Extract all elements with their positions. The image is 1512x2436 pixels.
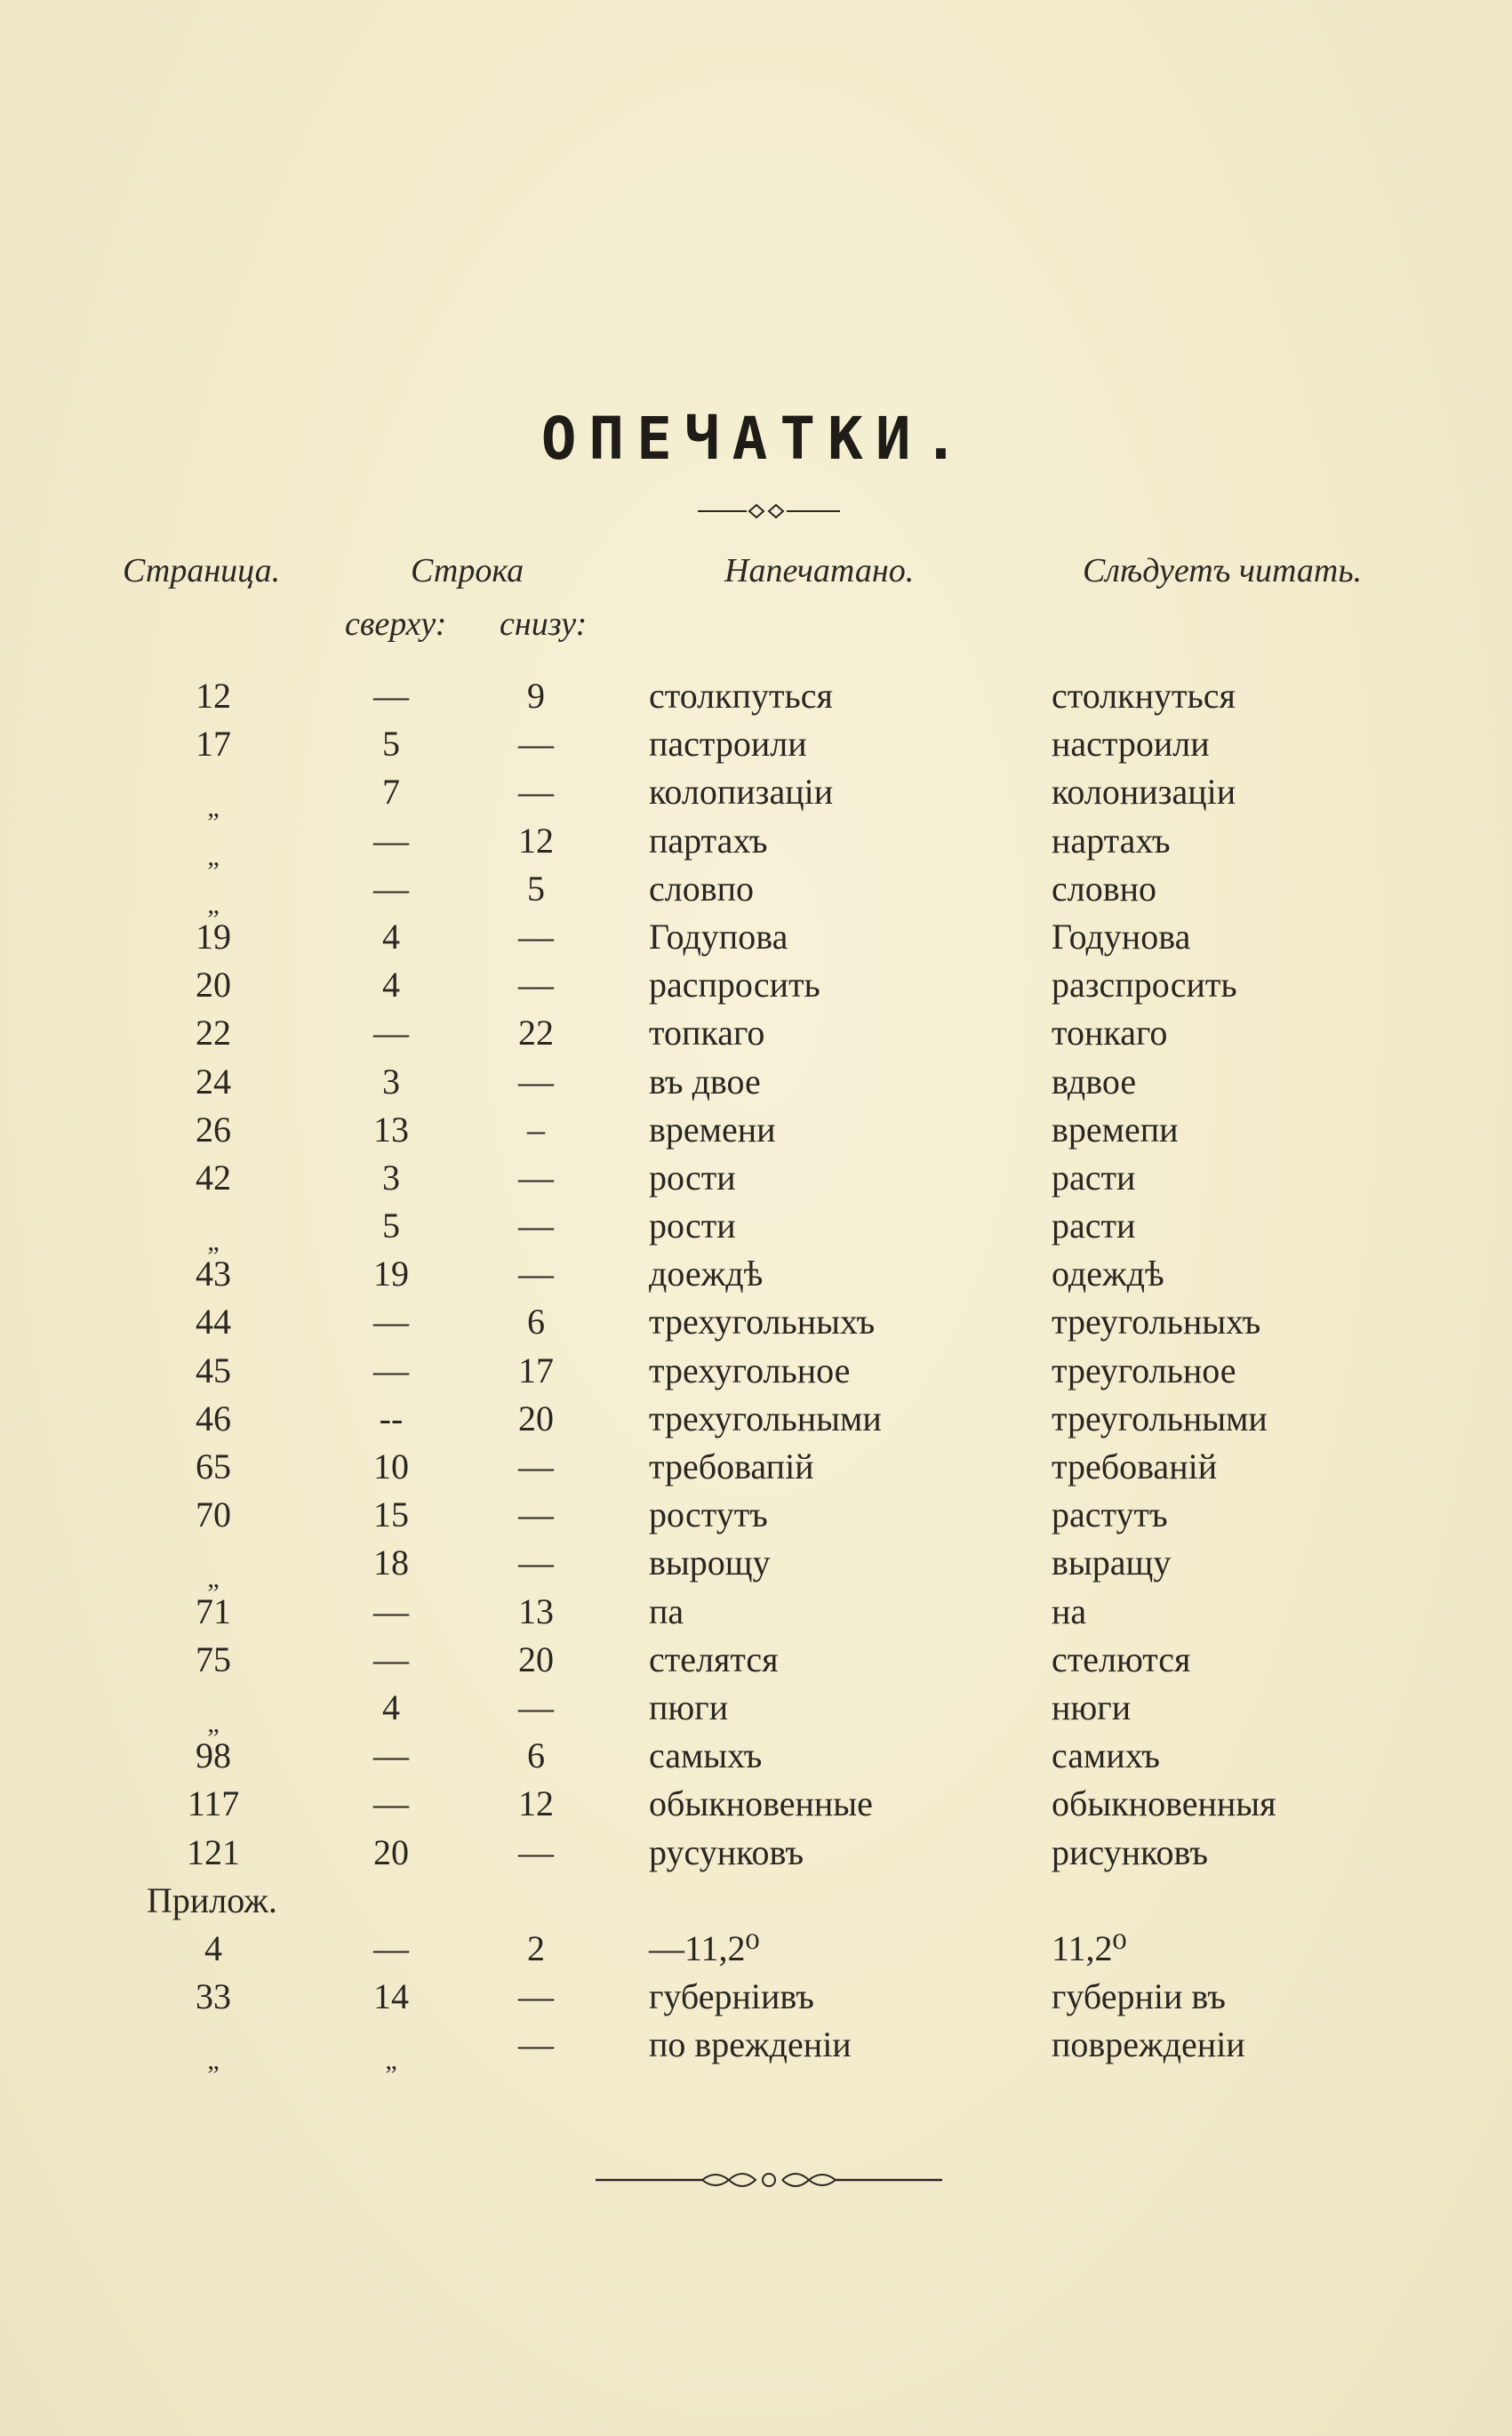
correct-text-cell: стелются (1052, 1639, 1191, 1679)
table-row (0, 1491, 1512, 1539)
table-row (0, 1202, 1512, 1257)
header-line: Строка (411, 552, 524, 589)
page-cell: 20 (196, 965, 231, 1006)
printed-text-cell: рости (649, 1206, 736, 1246)
table-row (0, 817, 1512, 871)
line-from-bottom-cell: — (518, 1254, 554, 1294)
table-row (0, 1877, 1512, 1925)
correct-text-cell: одеждѣ (1052, 1254, 1164, 1294)
page-cell (124, 2021, 302, 2076)
line-from-bottom-cell: — (518, 1687, 554, 1727)
printed-text-cell: па (649, 1591, 684, 1631)
line-from-top-cell: — (373, 676, 409, 716)
correct-text-cell: вдвое (1052, 1061, 1137, 1102)
printed-text-cell: пастроили (649, 724, 807, 765)
header-read-as: Слѣдуетъ читать. (1083, 552, 1363, 589)
page-cell: 46 (196, 1398, 231, 1438)
correct-text-cell: рисунковъ (1052, 1831, 1209, 1872)
page-cell: 45 (196, 1350, 231, 1390)
printed-text-cell: Годупова (649, 916, 788, 957)
printed-text-cell: въ двое (649, 1061, 761, 1102)
printed-text-cell: словпо (649, 868, 755, 909)
line-from-bottom-cell: — (518, 1061, 554, 1102)
line-from-bottom-cell: — (518, 916, 554, 957)
line-from-top-cell: — (373, 820, 409, 861)
printed-text-cell: доеждѣ (649, 1254, 764, 1294)
line-from-bottom-cell: — (518, 724, 554, 765)
page-cell: 75 (196, 1639, 231, 1679)
line-from-bottom-cell: – (527, 1109, 545, 1150)
line-from-top-cell: — (373, 1783, 409, 1824)
printed-text-cell: распросить (649, 965, 820, 1006)
line-from-bottom-cell: 2 (527, 1927, 545, 1968)
page-cell: 70 (196, 1494, 231, 1535)
table-row (0, 1732, 1512, 1780)
table-row (0, 1250, 1512, 1298)
line-from-bottom-cell: — (518, 1831, 554, 1872)
page-cell (124, 865, 302, 917)
table-row (0, 1298, 1512, 1346)
header-printed: Напечатано. (724, 552, 915, 589)
table-row (0, 1636, 1512, 1684)
printed-text-cell: партахъ (649, 820, 768, 861)
line-from-bottom-cell: 9 (527, 676, 545, 716)
page-cell: 12 (196, 676, 231, 716)
correct-text-cell: 11,2⁰ (1052, 1927, 1127, 1968)
correct-text-cell: колонизаціи (1052, 772, 1236, 813)
page-cell (124, 1684, 302, 1738)
errata-table (0, 672, 1512, 2076)
line-from-top-cell: 3 (382, 1157, 400, 1198)
ditto-mark: „ (207, 2046, 220, 2076)
correct-text-cell: треугольныхъ (1052, 1302, 1261, 1342)
table-row (0, 1973, 1512, 2021)
line-from-top-cell: — (373, 1591, 409, 1631)
printed-text-cell: пюги (649, 1687, 729, 1727)
page-cell: 98 (196, 1735, 231, 1776)
printed-text-cell: —11,2⁰ (649, 1927, 760, 1968)
line-from-top-cell: 19 (373, 1254, 409, 1294)
correct-text-cell: самихъ (1052, 1735, 1160, 1776)
line-from-top-cell: 13 (373, 1109, 409, 1150)
table-row (0, 1009, 1512, 1057)
correct-text-cell: выращу (1052, 1543, 1172, 1583)
line-from-bottom-cell: 20 (518, 1639, 554, 1679)
line-from-top-cell: 20 (373, 1831, 409, 1872)
correct-text-cell: Годунова (1052, 916, 1191, 957)
printed-text-cell: обыкновенные (649, 1783, 873, 1824)
line-from-top-cell: 15 (373, 1494, 409, 1535)
header-from-top: сверху: (345, 605, 447, 643)
printed-text-cell: времени (649, 1109, 776, 1150)
table-row (0, 1347, 1512, 1395)
printed-text-cell: столкпуться (649, 676, 833, 716)
page-cell: 44 (196, 1302, 231, 1342)
line-from-bottom-cell: — (518, 772, 554, 813)
table-row (0, 1684, 1512, 1738)
page-cell: 4 (204, 1927, 222, 1968)
page-cell: 33 (196, 1976, 231, 2017)
line-from-top-cell: — (373, 868, 409, 909)
ditto-mark: „ (207, 841, 220, 871)
correct-text-cell: поврежденіи (1052, 2024, 1245, 2065)
page-cell: 65 (196, 1446, 231, 1486)
printed-text-cell: топкаго (649, 1013, 765, 1054)
line-from-bottom-cell: 22 (518, 1013, 554, 1054)
page-cell: 19 (196, 916, 231, 957)
printed-text-cell: губерніивъ (649, 1976, 814, 2017)
table-row (0, 1780, 1512, 1828)
line-from-top-cell: — (373, 1927, 409, 1968)
table-row (0, 1443, 1512, 1491)
table-row (0, 1539, 1512, 1594)
table-row (0, 1925, 1512, 1973)
line-from-top-cell: 7 (382, 772, 400, 813)
line-from-bottom-cell: 17 (518, 1350, 554, 1390)
correct-text-cell: треугольное (1052, 1350, 1236, 1390)
line-from-top-cell: 18 (373, 1543, 409, 1583)
page-cell: 22 (196, 1013, 231, 1054)
printed-text-cell: трехугольныхъ (649, 1302, 876, 1342)
printed-text-cell: рости (649, 1157, 736, 1198)
table-row (0, 720, 1512, 768)
line-from-bottom-cell: — (518, 965, 554, 1006)
line-from-bottom-cell: 6 (527, 1302, 545, 1342)
line-from-top-cell: 10 (373, 1446, 409, 1486)
line-from-top-cell: -- (379, 1398, 404, 1438)
page-cell: 26 (196, 1109, 231, 1150)
line-from-bottom-cell: — (518, 1157, 554, 1198)
table-row (0, 1395, 1512, 1443)
page-cell: 43 (196, 1254, 231, 1294)
correct-text-cell: нартахъ (1052, 820, 1171, 861)
printed-text-cell: трехугольное (649, 1350, 851, 1390)
printed-text-cell: трехугольными (649, 1398, 882, 1438)
correct-text-cell: времепи (1052, 1109, 1179, 1150)
page-cell: 71 (196, 1591, 231, 1631)
correct-text-cell: расти (1052, 1206, 1136, 1246)
correct-text-cell: растутъ (1052, 1494, 1168, 1535)
line-from-top-cell: 5 (382, 1206, 400, 1246)
table-row (0, 913, 1512, 961)
printed-text-cell: самыхъ (649, 1735, 763, 1776)
line-from-bottom-cell: — (518, 2024, 554, 2065)
page-cell: 121 (187, 1831, 240, 1872)
bottom-ornament-icon (596, 2162, 942, 2198)
line-from-top-cell: — (373, 1735, 409, 1776)
correct-text-cell: обыкновенныя (1052, 1783, 1276, 1824)
table-row (0, 865, 1512, 919)
correct-text-cell: словно (1052, 868, 1157, 909)
printed-text-cell: требовапій (649, 1446, 814, 1486)
line-from-top-cell: — (373, 1639, 409, 1679)
printed-text-cell: колопизаціи (649, 772, 834, 813)
page-cell: Прилож. (147, 1879, 277, 1920)
page-cell (124, 817, 302, 869)
correct-text-cell: на (1052, 1591, 1087, 1631)
line-from-top-cell: 14 (373, 1976, 409, 2017)
line-from-bottom-cell: — (518, 1494, 554, 1535)
correct-text-cell: столкнуться (1052, 676, 1236, 716)
line-from-top-cell: — (373, 1302, 409, 1342)
header-page: Страница. (123, 552, 281, 589)
title-ornament-icon (698, 498, 840, 525)
printed-text-cell: вырощу (649, 1543, 771, 1583)
correct-text-cell: нюги (1052, 1687, 1132, 1727)
correct-text-cell: тонкаго (1052, 1013, 1168, 1054)
line-from-top-cell: 5 (382, 724, 400, 765)
line-from-bottom-cell: 13 (518, 1591, 554, 1631)
page-cell (124, 1202, 302, 1257)
ditto-mark: „ (207, 889, 220, 919)
table-row (0, 1829, 1512, 1877)
table-row (0, 1588, 1512, 1636)
header-from-bottom: снизу: (500, 605, 588, 643)
table-row (0, 1154, 1512, 1202)
line-from-top-cell (347, 2021, 436, 2076)
line-from-top-cell: — (373, 1350, 409, 1390)
table-row (0, 2021, 1512, 2076)
ditto-mark: „ (207, 793, 220, 823)
page-cell: 42 (196, 1157, 231, 1198)
printed-text-cell: по врежденіи (649, 2024, 852, 2065)
line-from-bottom-cell: 5 (527, 868, 545, 909)
line-from-bottom-cell: 12 (518, 820, 554, 861)
correct-text-cell: настроили (1052, 724, 1210, 765)
table-row (0, 672, 1512, 720)
line-from-bottom-cell: — (518, 1543, 554, 1583)
line-from-bottom-cell: 20 (518, 1398, 554, 1438)
printed-text-cell: стелятся (649, 1639, 779, 1679)
line-from-bottom-cell: — (518, 1976, 554, 2017)
table-row (0, 1058, 1512, 1106)
ditto-mark: „ (207, 1564, 220, 1594)
table-row (0, 1106, 1512, 1154)
line-from-bottom-cell: — (518, 1206, 554, 1246)
line-from-bottom-cell: 6 (527, 1735, 545, 1776)
correct-text-cell: треугольными (1052, 1398, 1268, 1438)
page-cell: 24 (196, 1061, 231, 1102)
correct-text-cell: губерніи въ (1052, 1976, 1226, 2017)
line-from-top-cell: 3 (382, 1061, 400, 1102)
ditto-mark: „ (207, 1708, 220, 1738)
page-cell: 17 (196, 724, 231, 765)
page-cell: 117 (187, 1783, 240, 1824)
line-from-top-cell: 4 (382, 916, 400, 957)
line-from-bottom-cell: — (518, 1446, 554, 1486)
correct-text-cell: расти (1052, 1157, 1136, 1198)
line-from-top-cell: 4 (382, 965, 400, 1006)
table-row (0, 961, 1512, 1009)
correct-text-cell: разспросить (1052, 965, 1237, 1006)
ditto-mark: „ (385, 2046, 397, 2076)
line-from-top-cell: — (373, 1013, 409, 1054)
page-cell (124, 1539, 302, 1594)
page-cell (124, 768, 302, 823)
line-from-top-cell: 4 (382, 1687, 400, 1727)
printed-text-cell: ростутъ (649, 1494, 768, 1535)
line-from-bottom-cell: 12 (518, 1783, 554, 1824)
ditto-mark: „ (207, 1227, 220, 1257)
correct-text-cell: требованій (1052, 1446, 1218, 1486)
printed-text-cell: русунковъ (649, 1831, 804, 1872)
table-row (0, 768, 1512, 823)
page-title: ОПЕЧАТКИ. (540, 405, 972, 473)
